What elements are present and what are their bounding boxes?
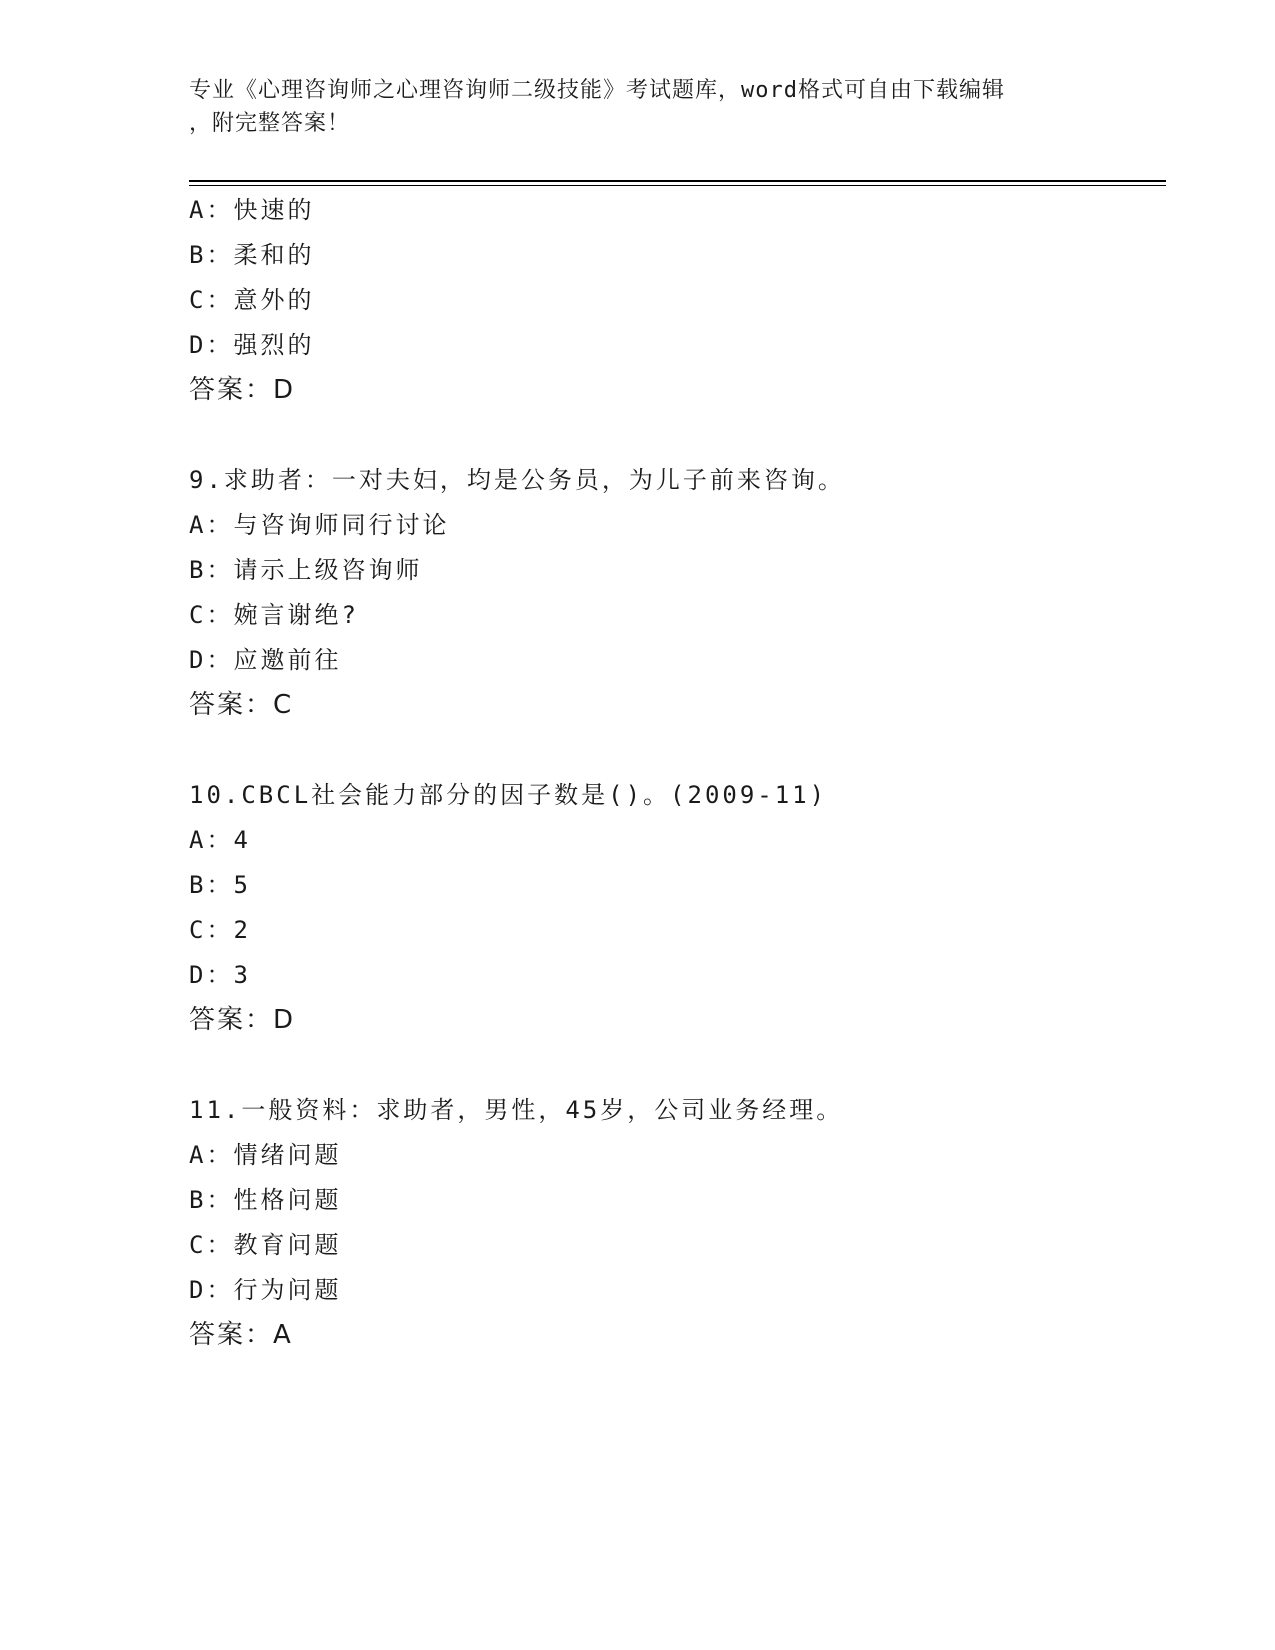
header-line-2: ，附完整答案！ xyxy=(189,111,351,136)
q10-option-a: A：4 xyxy=(189,826,251,854)
q10-option-b: B：5 xyxy=(189,871,251,899)
q9-option-d: D：应邀前往 xyxy=(189,646,342,674)
q11-option-d: D：行为问题 xyxy=(189,1276,342,1304)
q11-option-b: B：性格问题 xyxy=(189,1186,342,1214)
q11-answer: 答案：A xyxy=(189,1320,293,1350)
q8-option-a: A：快速的 xyxy=(189,196,315,224)
q9-question: 9.求助者：一对夫妇，均是公务员，为儿子前来咨询。 xyxy=(189,466,845,494)
q8-answer: 答案：D xyxy=(189,375,296,405)
q11-option-c: C：教育问题 xyxy=(189,1231,342,1259)
q9-option-c: C：婉言谢绝? xyxy=(189,601,359,629)
q11-question: 11.一般资料：求助者，男性，45岁，公司业务经理。 xyxy=(189,1096,844,1124)
document-header xyxy=(189,74,1089,140)
q10-option-c: C：2 xyxy=(189,916,251,944)
q9-option-a: A：与咨询师同行讨论 xyxy=(189,511,450,539)
header-divider-thin xyxy=(189,185,1166,186)
q8-option-c: C：意外的 xyxy=(189,286,315,314)
q11-option-a: A：情绪问题 xyxy=(189,1141,342,1169)
header-divider-thick xyxy=(189,180,1166,182)
q8-option-b: B：柔和的 xyxy=(189,241,315,269)
q9-option-b: B：请示上级咨询师 xyxy=(189,556,423,584)
q10-option-d: D：3 xyxy=(189,961,251,989)
q9-answer: 答案：C xyxy=(189,690,294,720)
q10-question: 10.CBCL社会能力部分的因子数是()。(2009-11) xyxy=(189,781,828,809)
header-line-1: 专业《心理咨询师之心理咨询师二级技能》考试题库，word格式可自由下载编辑 xyxy=(189,78,1005,103)
q8-option-d: D：强烈的 xyxy=(189,331,315,359)
q10-answer: 答案：D xyxy=(189,1005,296,1035)
